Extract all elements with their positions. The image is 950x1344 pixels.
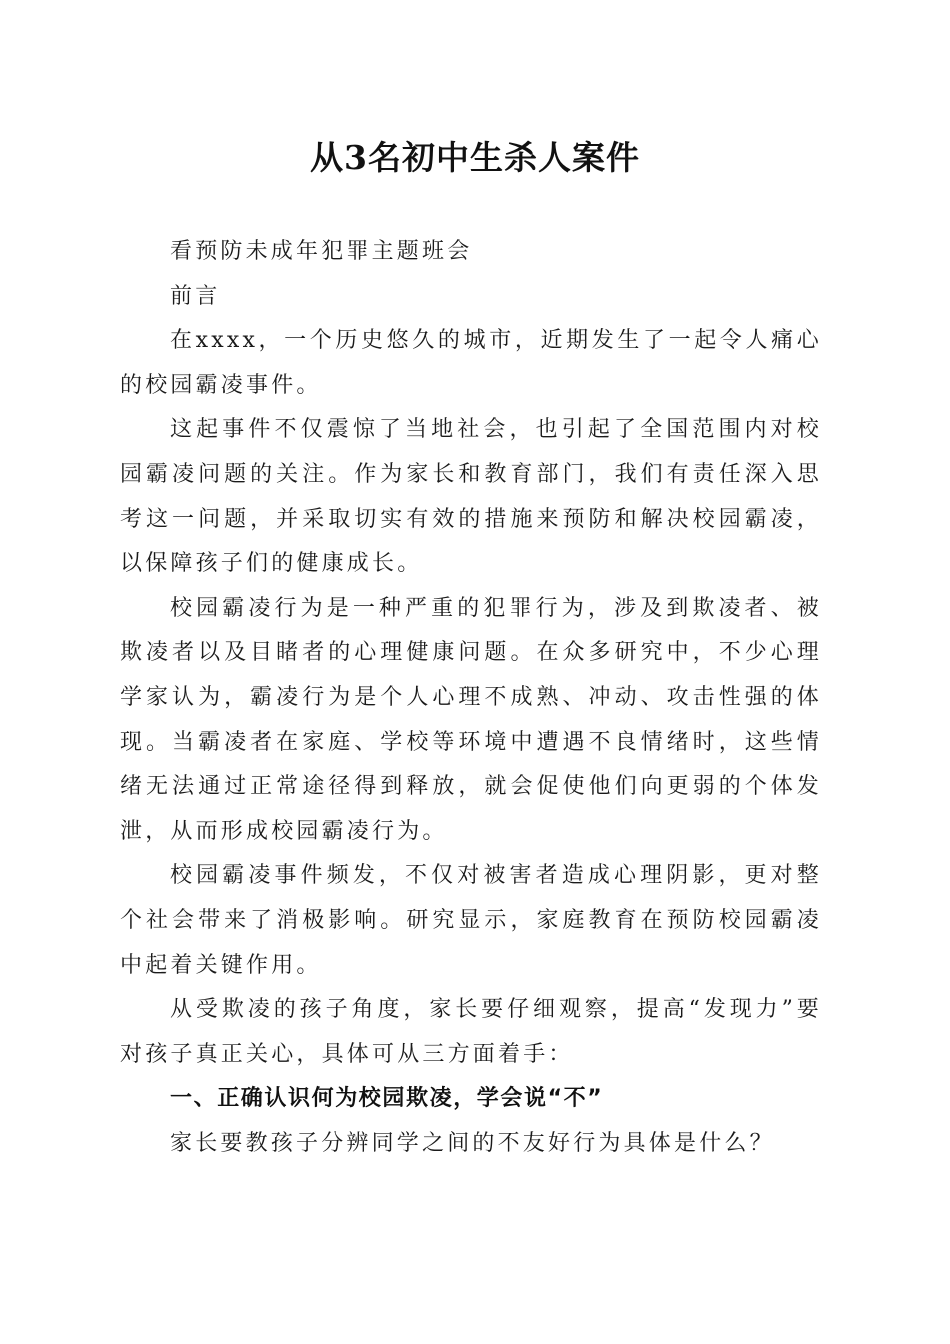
document-title: 从3名初中生杀人案件 — [310, 138, 640, 177]
body-paragraph: 家长要教孩子分辨同学之间的不友好行为具体是什么？ — [170, 1130, 775, 1156]
body-paragraph: 这起事件不仅震惊了当地社会，也引起了全国范围内对校园霸凌问题的关注。作为家长和教育部门，我们有责任深入思考这一问题，并采取切实有效的措施来预防和解决校园霸凌，以保障孩子们的健康成长。 — [120, 417, 822, 577]
body-paragraph: 从受欺凌的孩子角度，家长要仔细观察，提高“发现力”要对孩子真正关心，具体可从三方面着手： — [120, 997, 822, 1067]
subtitle-paragraph: 看预防未成年犯罪主题班会 — [170, 239, 473, 264]
document-body — [120, 230, 822, 1166]
body-paragraph: 在xxxx，一个历史悠久的城市，近期发生了一起令人痛心的校园霸凌事件。 — [120, 328, 822, 398]
body-paragraph: 校园霸凌事件频发，不仅对被害者造成心理阴影，更对整个社会带来了消极影响。研究显示，家庭教育在预防校园霸凌中起着关键作用。 — [120, 863, 822, 978]
section-heading: 一、正确认识何为校园欺凌，学会说“不” — [170, 1086, 604, 1112]
preface-label: 前言 — [170, 283, 221, 309]
body-paragraph: 校园霸凌行为是一种严重的犯罪行为，涉及到欺凌者、被欺凌者以及目睹者的心理健康问题。在众多研究中，不少心理学家认为，霸凌行为是个人心理不成熟、冲动、攻击性强的体现。当霸凌者在家庭、学校等环境中遭遇不良情绪时，这些情绪无法通过正常途径得到释放，就会促使他们向更弱的个体发泄，从而形成校园霸凌行为。 — [120, 595, 822, 844]
